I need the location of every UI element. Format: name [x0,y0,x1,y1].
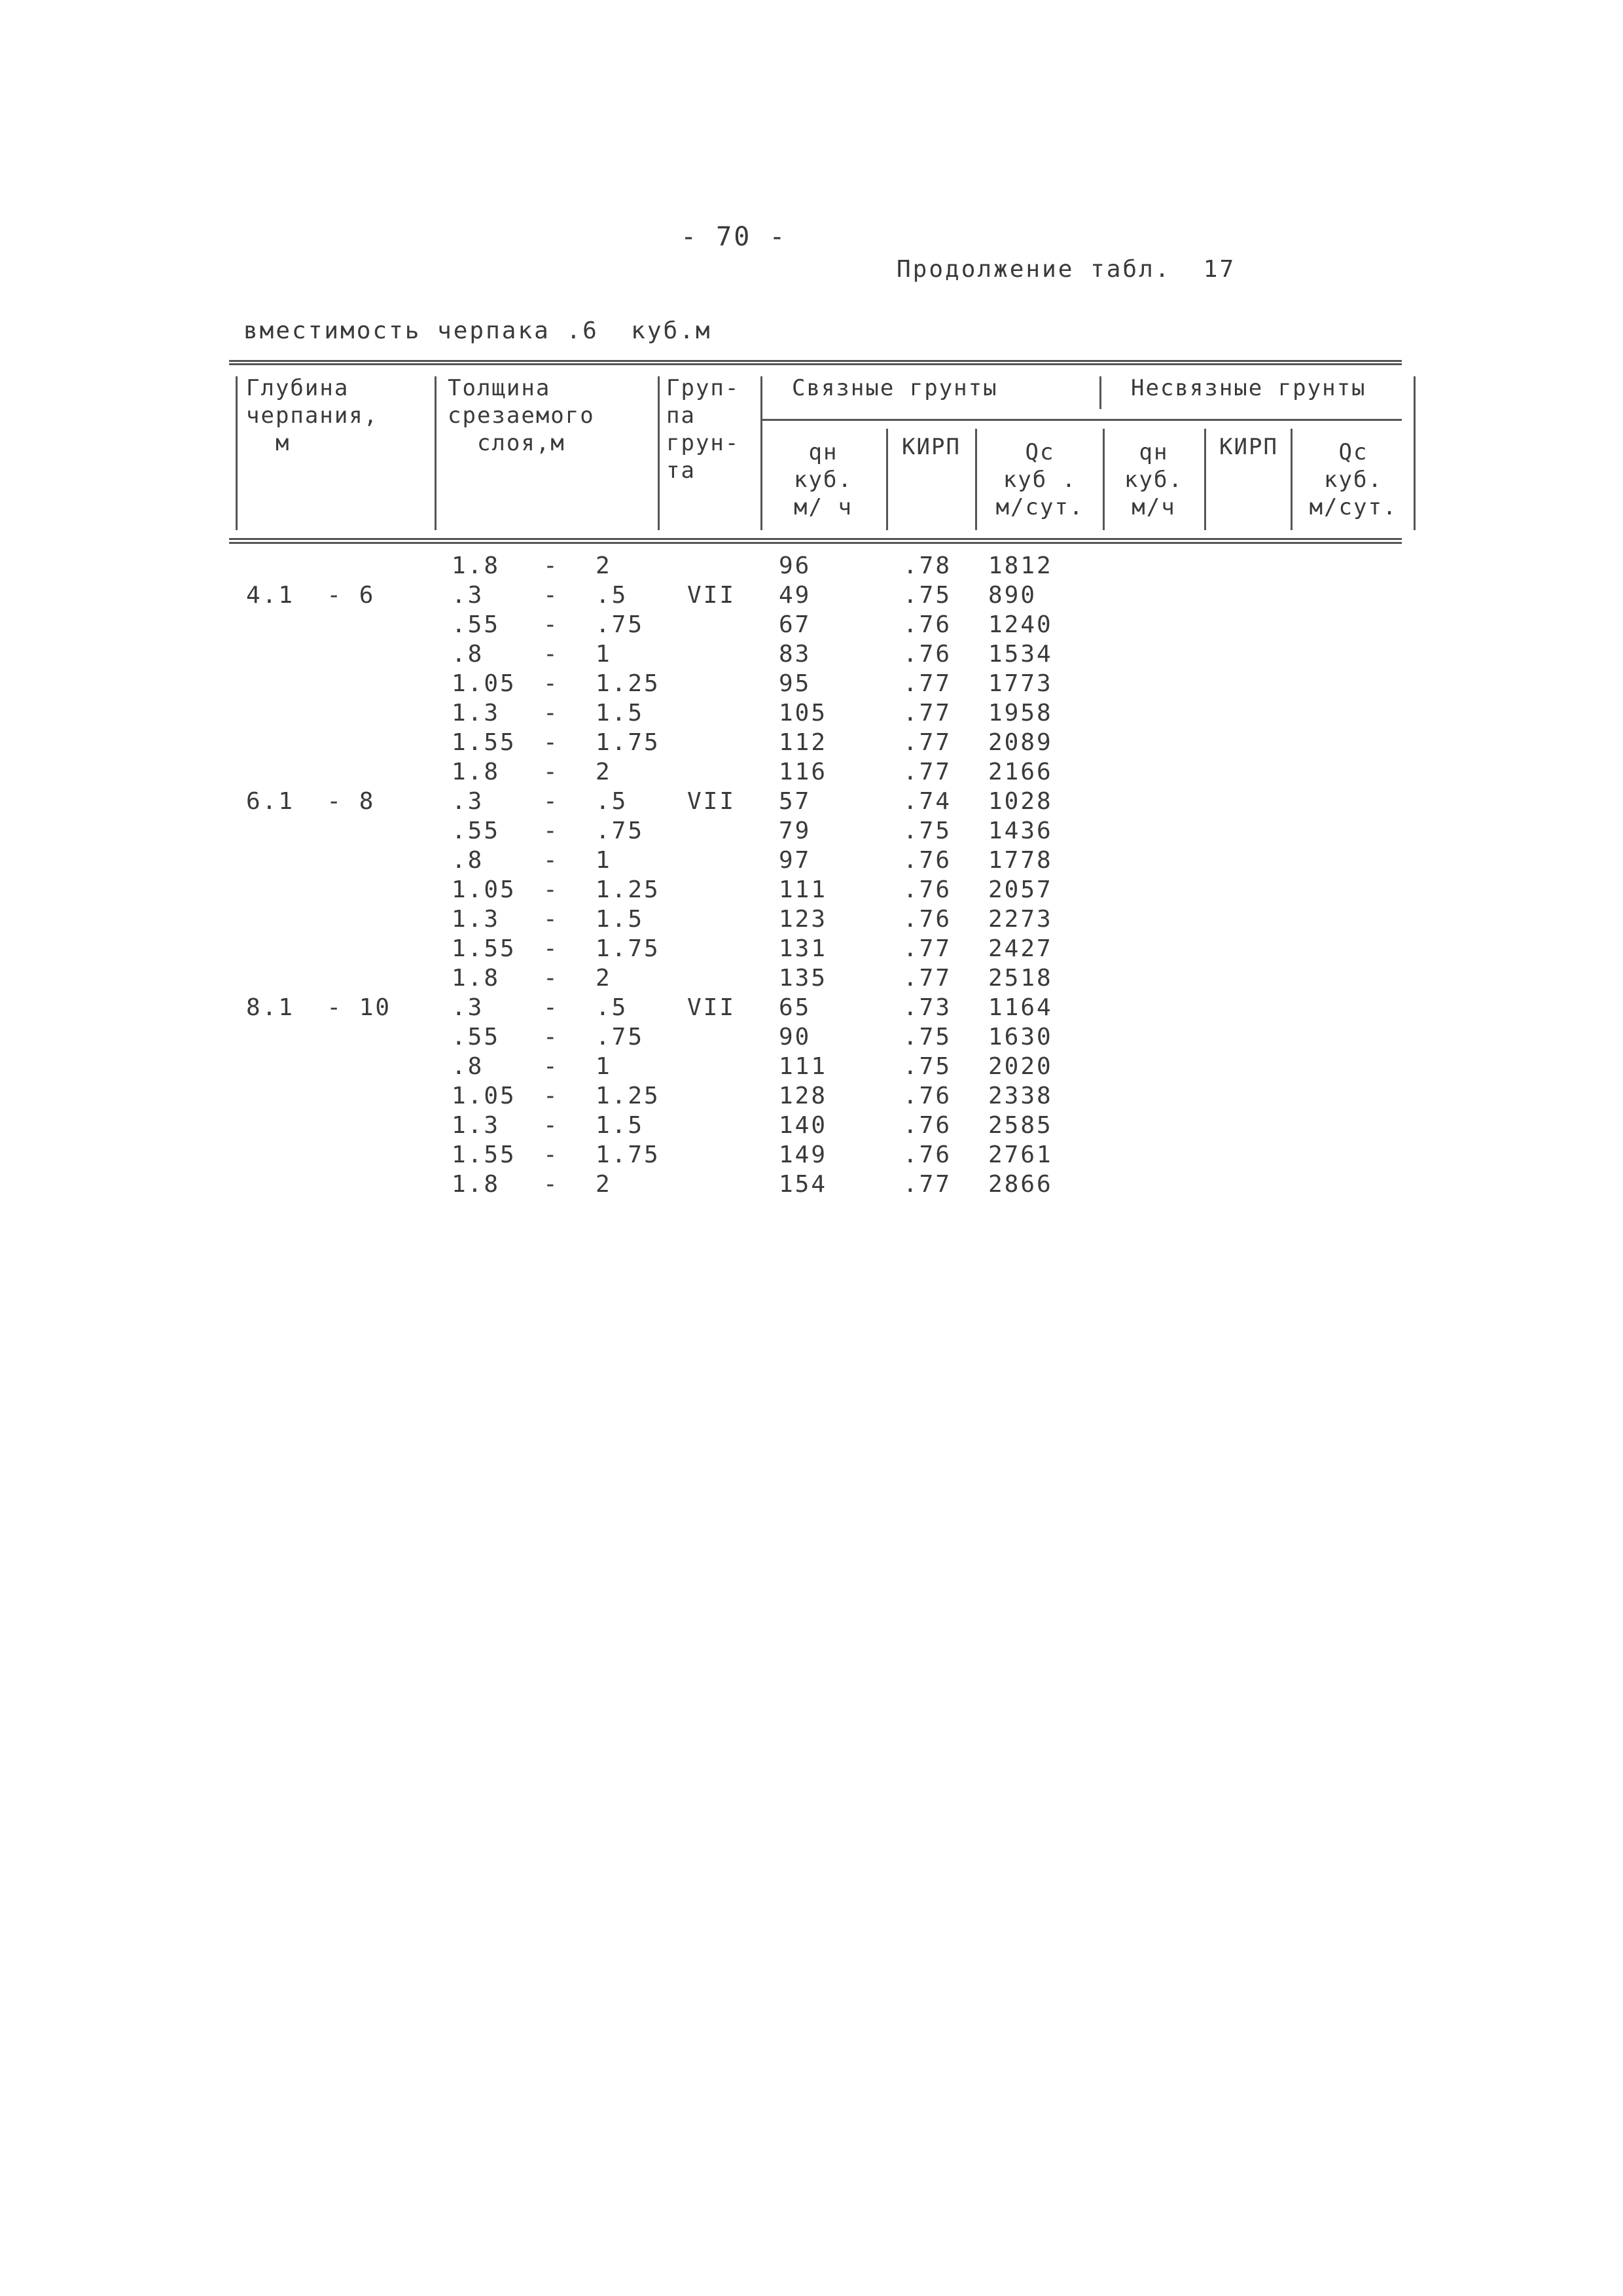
table-row [0,1052,1623,1081]
qc-cell: 2166 [988,759,1053,785]
thickness-to-cell: 2 [596,1171,612,1198]
table-row [0,1111,1623,1140]
table-row [0,639,1623,669]
bucket-capacity-line: вместимость черпака .6 куб.м [243,317,712,344]
thickness-from-cell: 1.3 [452,700,501,726]
thickness-dash: - [543,965,560,992]
qn-cell: 96 [779,552,812,579]
qn-cell: 65 [779,994,812,1021]
thickness-to-cell: 2 [596,759,612,785]
col-border-right [1414,376,1416,530]
soil-group-cell: VII [687,582,736,609]
table-row [0,934,1623,963]
header-bottom-rule-2 [229,542,1402,544]
table-row [0,787,1623,816]
qn-cell: 131 [779,935,828,962]
qn-cell: 149 [779,1141,828,1168]
kirp-cell: .76 [903,1083,952,1109]
kirp-cell: .75 [903,1053,952,1080]
col-border-group [760,376,762,530]
table-row [0,816,1623,846]
qc-cell: 1534 [988,641,1053,668]
thickness-from-cell: 1.3 [452,906,501,933]
depth-cell: 8.1 - 10 [246,994,392,1021]
qc-cell: 890 [988,582,1037,609]
header-soil-group: Груп- па грун- та [666,375,740,484]
kirp-cell: .75 [903,1024,952,1050]
qc-cell: 2585 [988,1112,1053,1139]
qn-cell: 105 [779,700,828,726]
thickness-to-cell: .75 [596,1024,645,1050]
thickness-to-cell: 1.75 [596,935,660,962]
header-qn: qн куб. м/ ч [794,439,853,520]
thickness-to-cell: 1.25 [596,876,660,903]
thickness-from-cell: 1.05 [452,876,516,903]
thickness-to-cell: 1.75 [596,729,660,756]
col-border-qn2 [1204,429,1206,530]
thickness-dash: - [543,1141,560,1168]
qn-cell: 49 [779,582,812,609]
qc-cell: 1778 [988,847,1053,874]
thickness-to-cell: 1.5 [596,906,645,933]
qn-cell: 135 [779,965,828,992]
table-row [0,669,1623,698]
qc-cell: 1164 [988,994,1053,1021]
thickness-dash: - [543,1171,560,1198]
kirp-cell: .77 [903,670,952,697]
thickness-dash: - [543,1024,560,1050]
kirp-cell: .77 [903,759,952,785]
qn-cell: 95 [779,670,812,697]
page-number: - 70 - [681,222,787,252]
kirp-cell: .76 [903,611,952,638]
header-qn-noncohesive: qн куб. м/ч [1124,439,1183,520]
qc-cell: 1773 [988,670,1053,697]
kirp-cell: .78 [903,552,952,579]
header-thickness: Толщина срезаемого слоя,м [448,375,595,456]
qn-cell: 111 [779,1053,828,1080]
thickness-to-cell: 1 [596,1053,612,1080]
col-border-kirp [975,429,977,530]
thickness-to-cell: 1 [596,847,612,874]
qn-cell: 97 [779,847,812,874]
table-top-rule-2 [229,363,1402,365]
qn-cell: 90 [779,1024,812,1050]
thickness-dash: - [543,700,560,726]
col-border-qn [886,429,888,530]
depth-cell: 4.1 - 6 [246,582,376,609]
col-border-cohesive [1099,376,1101,409]
qn-cell: 123 [779,906,828,933]
table-row [0,905,1623,934]
qn-cell: 140 [779,1112,828,1139]
thickness-to-cell: 1 [596,641,612,668]
header-noncohesive-soils: Несвязные грунты [1131,375,1366,401]
kirp-cell: .76 [903,1141,952,1168]
thickness-from-cell: .55 [452,611,501,638]
kirp-cell: .76 [903,906,952,933]
thickness-dash: - [543,817,560,844]
col-border-kirp2 [1291,429,1293,530]
thickness-from-cell: 1.3 [452,1112,501,1139]
table-row [0,875,1623,905]
qn-cell: 79 [779,817,812,844]
qc-cell: 1630 [988,1024,1053,1050]
thickness-dash: - [543,847,560,874]
header-depth: Глубина черпания, м [246,375,379,456]
kirp-cell: .77 [903,729,952,756]
thickness-from-cell: 1.05 [452,670,516,697]
soil-group-cell: VII [687,788,736,815]
thickness-dash: - [543,582,560,609]
thickness-dash: - [543,552,560,579]
table-row [0,610,1623,639]
qc-cell: 1812 [988,552,1053,579]
table-row [0,1081,1623,1111]
thickness-to-cell: .5 [596,994,628,1021]
thickness-from-cell: .3 [452,582,484,609]
thickness-to-cell: 1.75 [596,1141,660,1168]
header-qc: Qс куб . м/сут. [995,439,1084,520]
kirp-cell: .76 [903,1112,952,1139]
kirp-cell: .76 [903,641,952,668]
qc-cell: 2089 [988,729,1053,756]
thickness-dash: - [543,641,560,668]
thickness-from-cell: .8 [452,847,484,874]
thickness-dash: - [543,935,560,962]
thickness-to-cell: 1.5 [596,1112,645,1139]
qn-cell: 57 [779,788,812,815]
header-qc-noncohesive: Qс куб. м/сут. [1309,439,1398,520]
qc-cell: 1958 [988,700,1053,726]
qc-cell: 2866 [988,1171,1053,1198]
table-row [0,993,1623,1022]
thickness-dash: - [543,876,560,903]
thickness-dash: - [543,759,560,785]
thickness-dash: - [543,1112,560,1139]
thickness-dash: - [543,906,560,933]
thickness-dash: - [543,994,560,1021]
header-cohesive-soils: Связные грунты [792,375,998,401]
table-row [0,846,1623,875]
qc-cell: 1028 [988,788,1053,815]
thickness-dash: - [543,729,560,756]
thickness-to-cell: .5 [596,582,628,609]
qn-cell: 116 [779,759,828,785]
thickness-from-cell: 1.55 [452,729,516,756]
thickness-dash: - [543,1053,560,1080]
header-kirp-noncohesive: КИРП [1219,434,1278,460]
kirp-cell: .77 [903,1171,952,1198]
thickness-to-cell: .75 [596,611,645,638]
col-border-depth [435,376,437,530]
thickness-from-cell: .55 [452,1024,501,1050]
kirp-cell: .75 [903,582,952,609]
table-row [0,698,1623,728]
qc-cell: 2338 [988,1083,1053,1109]
qn-cell: 83 [779,641,812,668]
thickness-to-cell: 1.25 [596,670,660,697]
header-kirp: КИРП [902,434,961,460]
thickness-to-cell: .75 [596,817,645,844]
thickness-to-cell: 1.25 [596,1083,660,1109]
thickness-from-cell: 1.05 [452,1083,516,1109]
header-bottom-rule [229,538,1402,540]
group-divider-rule [760,419,1402,421]
qc-cell: 1436 [988,817,1053,844]
qc-cell: 2057 [988,876,1053,903]
thickness-dash: - [543,1083,560,1109]
kirp-cell: .77 [903,700,952,726]
qc-cell: 2518 [988,965,1053,992]
thickness-from-cell: 1.8 [452,552,501,579]
thickness-from-cell: .3 [452,994,484,1021]
table-row [0,1170,1623,1199]
qn-cell: 111 [779,876,828,903]
table-row [0,1140,1623,1170]
qn-cell: 154 [779,1171,828,1198]
col-border-left [236,376,238,530]
table-row [0,728,1623,757]
table-row [0,963,1623,993]
kirp-cell: .73 [903,994,952,1021]
kirp-cell: .76 [903,876,952,903]
thickness-to-cell: .5 [596,788,628,815]
soil-group-cell: VII [687,994,736,1021]
qc-cell: 2020 [988,1053,1053,1080]
kirp-cell: .75 [903,817,952,844]
qc-cell: 1240 [988,611,1053,638]
qc-cell: 2761 [988,1141,1053,1168]
qn-cell: 128 [779,1083,828,1109]
thickness-from-cell: 1.55 [452,1141,516,1168]
thickness-from-cell: 1.8 [452,1171,501,1198]
kirp-cell: .76 [903,847,952,874]
qc-cell: 2273 [988,906,1053,933]
thickness-from-cell: .8 [452,1053,484,1080]
thickness-dash: - [543,788,560,815]
thickness-to-cell: 2 [596,965,612,992]
table-caption: Продолжение табл. 17 [897,256,1236,283]
table-row [0,551,1623,581]
col-border-thickness [658,376,660,530]
thickness-to-cell: 2 [596,552,612,579]
thickness-from-cell: .3 [452,788,484,815]
thickness-from-cell: .8 [452,641,484,668]
kirp-cell: .77 [903,965,952,992]
qc-cell: 2427 [988,935,1053,962]
qn-cell: 112 [779,729,828,756]
table-top-rule [229,360,1402,362]
table-row [0,1022,1623,1052]
table-row [0,581,1623,610]
qn-cell: 67 [779,611,812,638]
thickness-to-cell: 1.5 [596,700,645,726]
thickness-dash: - [543,670,560,697]
table-row [0,757,1623,787]
depth-cell: 6.1 - 8 [246,788,376,815]
thickness-from-cell: 1.8 [452,759,501,785]
kirp-cell: .77 [903,935,952,962]
thickness-from-cell: .55 [452,817,501,844]
kirp-cell: .74 [903,788,952,815]
thickness-from-cell: 1.55 [452,935,516,962]
thickness-from-cell: 1.8 [452,965,501,992]
thickness-dash: - [543,611,560,638]
